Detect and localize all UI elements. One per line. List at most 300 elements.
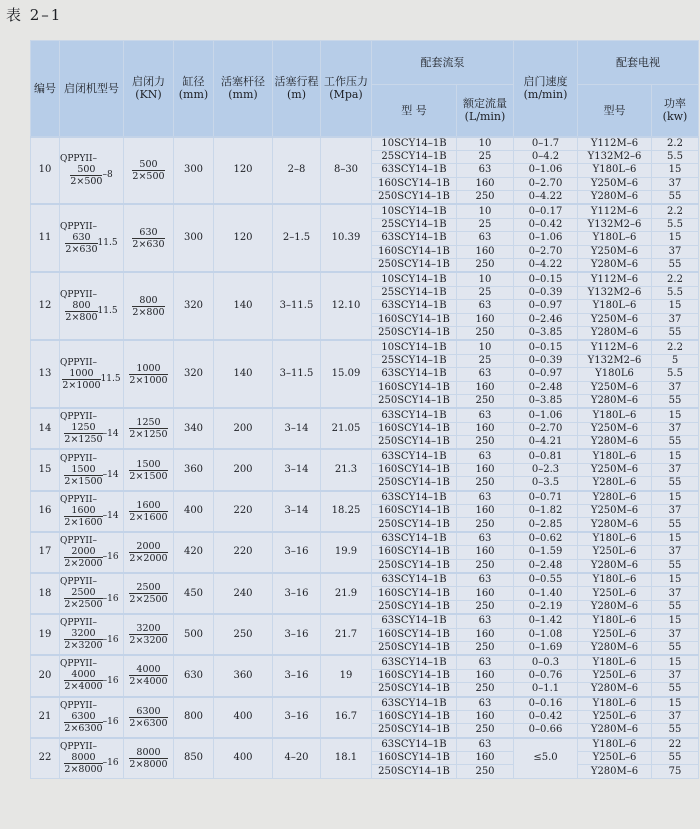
- model-numerator: 1600: [71, 504, 96, 516]
- speed-cell: 0–1.82: [514, 505, 578, 518]
- flow-cell: 160: [457, 245, 514, 258]
- pump-model-cell: 10SCY14–1B: [372, 204, 457, 218]
- motor-model-cell: Y250L–6: [578, 669, 652, 682]
- flow-cell: 63: [457, 738, 514, 752]
- header-rod: 活塞杆径(mm): [214, 41, 273, 137]
- power-cell: 37: [652, 710, 699, 723]
- row-number: 14: [31, 408, 60, 449]
- bore-cell: 300: [174, 137, 214, 205]
- stroke-cell: 4–20: [273, 738, 321, 779]
- power-cell: 55: [652, 518, 699, 532]
- model-label: [60, 701, 123, 734]
- speed-cell: 0–0.55: [514, 573, 578, 587]
- row-number: 13: [31, 340, 60, 408]
- pump-model-cell: 160SCY14–1B: [372, 546, 457, 559]
- force-denominator: 2×1250: [129, 429, 168, 441]
- flow-cell: 63: [457, 491, 514, 505]
- table-row: [31, 532, 699, 546]
- header-pressure: 工作压力(Mpa): [321, 41, 372, 137]
- model-denominator: 2×3200: [64, 640, 103, 652]
- flow-cell: 25: [457, 354, 514, 367]
- model-label: [60, 454, 123, 487]
- speed-cell: 0–2.48: [514, 559, 578, 573]
- flow-cell: 250: [457, 559, 514, 573]
- pump-model-cell: 250SCY14–1B: [372, 641, 457, 655]
- pump-model-cell: 160SCY14–1B: [372, 422, 457, 435]
- speed-cell: 0–0.62: [514, 532, 578, 546]
- flow-cell: 160: [457, 587, 514, 600]
- force-numerator: 630: [139, 226, 158, 238]
- flow-cell: 250: [457, 518, 514, 532]
- flow-cell: 63: [457, 300, 514, 313]
- flow-cell: 25: [457, 150, 514, 163]
- model-prefix: QPPYII–: [60, 412, 98, 423]
- pressure-cell: 19: [321, 655, 372, 696]
- pump-model-cell: 63SCY14–1B: [372, 232, 457, 245]
- pump-model-cell: 250SCY14–1B: [372, 559, 457, 573]
- power-cell: 55: [652, 259, 699, 273]
- pump-model-cell: 63SCY14–1B: [372, 614, 457, 628]
- table-caption: 表 2–1: [6, 6, 63, 24]
- motor-model-cell: Y180L–6: [578, 532, 652, 546]
- rod-cell: 200: [214, 408, 273, 449]
- pump-model-cell: 250SCY14–1B: [372, 724, 457, 738]
- power-cell: 37: [652, 422, 699, 435]
- speed-cell: 0–0.97: [514, 368, 578, 381]
- model-numerator: 800: [72, 299, 91, 311]
- flow-cell: 250: [457, 394, 514, 408]
- motor-model-cell: Y280M–6: [578, 600, 652, 614]
- force-fraction: [129, 363, 167, 386]
- header-motor-group: 配套电视: [578, 41, 699, 85]
- force-cell: [124, 697, 174, 738]
- speed-cell: 0–2.70: [514, 177, 578, 190]
- model-label: [60, 412, 123, 445]
- speed-cell: 0–0.15: [514, 272, 578, 286]
- model-prefix: QPPYII–: [60, 453, 98, 464]
- motor-model-cell: Y280M–6: [578, 518, 652, 532]
- flow-cell: 250: [457, 765, 514, 778]
- speed-cell: 0–3.5: [514, 477, 578, 491]
- model-denominator: 2×8000: [64, 763, 103, 775]
- rod-cell: 250: [214, 614, 273, 655]
- pump-model-cell: 250SCY14–1B: [372, 326, 457, 340]
- pump-model-cell: 250SCY14–1B: [372, 600, 457, 614]
- motor-model-cell: Y112M–6: [578, 340, 652, 354]
- speed-cell: 0–2.70: [514, 245, 578, 258]
- model-prefix: QPPYII–: [60, 153, 98, 164]
- force-denominator: 2×630: [132, 238, 165, 250]
- flow-cell: 250: [457, 477, 514, 491]
- header-pump-group: 配套流泵: [372, 41, 514, 85]
- force-numerator: 4000: [136, 664, 161, 676]
- power-cell: 55: [652, 641, 699, 655]
- pump-model-cell: 25SCY14–1B: [372, 286, 457, 299]
- force-fraction: [129, 747, 167, 770]
- table-row: [31, 340, 699, 354]
- header-no: 编号: [31, 41, 60, 137]
- motor-model-cell: Y280M–6: [578, 765, 652, 778]
- model-suffix: 11.5: [100, 374, 121, 385]
- force-numerator: 3200: [136, 623, 161, 635]
- flow-cell: 10: [457, 272, 514, 286]
- pump-model-cell: 250SCY14–1B: [372, 394, 457, 408]
- force-cell: [124, 204, 174, 272]
- force-numerator: 1000: [136, 362, 161, 374]
- table-row: [31, 491, 699, 505]
- stroke-cell: 3–16: [273, 614, 321, 655]
- speed-cell: 0–0.76: [514, 669, 578, 682]
- force-cell: [124, 655, 174, 696]
- model-cell: [60, 655, 124, 696]
- bore-cell: 320: [174, 272, 214, 340]
- model-prefix: QPPYII–: [60, 700, 98, 711]
- motor-model-cell: Y180L–6: [578, 232, 652, 245]
- power-cell: 37: [652, 313, 699, 326]
- power-cell: 37: [652, 463, 699, 476]
- bore-cell: 500: [174, 614, 214, 655]
- model-numerator: 1250: [71, 422, 96, 434]
- motor-model-cell: Y250M–6: [578, 381, 652, 394]
- model-label: [60, 495, 123, 528]
- force-cell: [124, 532, 174, 573]
- row-number: 11: [31, 204, 60, 272]
- header-force: 启闭力(KN): [124, 41, 174, 137]
- power-cell: 15: [652, 614, 699, 628]
- motor-model-cell: Y250M–6: [578, 422, 652, 435]
- bore-cell: 630: [174, 655, 214, 696]
- force-fraction: [129, 706, 167, 729]
- power-cell: 55: [652, 559, 699, 573]
- model-suffix: –14: [102, 428, 119, 439]
- pump-model-cell: 160SCY14–1B: [372, 177, 457, 190]
- model-fraction: [64, 422, 102, 445]
- flow-cell: 250: [457, 600, 514, 614]
- power-cell: 37: [652, 245, 699, 258]
- pump-model-cell: 250SCY14–1B: [372, 259, 457, 273]
- speed-cell: 0–0.81: [514, 449, 578, 463]
- model-numerator: 2500: [71, 587, 96, 599]
- model-denominator: 2×2000: [64, 557, 103, 569]
- force-fraction: [132, 159, 164, 182]
- speed-cell: 0–1.08: [514, 628, 578, 641]
- flow-cell: 63: [457, 614, 514, 628]
- force-denominator: 2×6300: [129, 717, 168, 729]
- speed-cell: 0–2.3: [514, 463, 578, 476]
- power-cell: 55: [652, 477, 699, 491]
- speed-cell: 0–2.48: [514, 381, 578, 394]
- power-cell: 5.5: [652, 368, 699, 381]
- flow-cell: 160: [457, 546, 514, 559]
- pump-model-cell: 63SCY14–1B: [372, 573, 457, 587]
- power-cell: 15: [652, 532, 699, 546]
- power-cell: 37: [652, 628, 699, 641]
- motor-model-cell: Y180L–6: [578, 449, 652, 463]
- model-numerator: 1500: [71, 463, 96, 475]
- pump-model-cell: 250SCY14–1B: [372, 477, 457, 491]
- header-power: 功率(kw): [652, 85, 699, 137]
- force-denominator: 2×1500: [129, 470, 168, 482]
- flow-cell: 250: [457, 683, 514, 697]
- model-denominator: 2×800: [65, 311, 98, 323]
- model-label: [60, 290, 123, 323]
- speed-cell: 0–1.06: [514, 232, 578, 245]
- power-cell: 2.2: [652, 137, 699, 151]
- motor-model-cell: Y250L–6: [578, 587, 652, 600]
- motor-model-cell: Y180L–6: [578, 614, 652, 628]
- force-denominator: 2×2500: [129, 594, 168, 606]
- flow-cell: 63: [457, 573, 514, 587]
- model-numerator: 4000: [71, 669, 96, 681]
- model-cell: [60, 340, 124, 408]
- table-row: [31, 137, 699, 151]
- force-fraction: [129, 500, 167, 523]
- power-cell: 15: [652, 697, 699, 711]
- motor-model-cell: Y280M–6: [578, 683, 652, 697]
- model-suffix: –16: [102, 552, 119, 563]
- pressure-cell: 16.7: [321, 697, 372, 738]
- pressure-cell: 21.05: [321, 408, 372, 449]
- force-denominator: 2×800: [132, 306, 165, 318]
- speed-cell: 0–4.22: [514, 259, 578, 273]
- force-numerator: 2500: [136, 582, 161, 594]
- flow-cell: 63: [457, 232, 514, 245]
- power-cell: 55: [652, 191, 699, 205]
- force-denominator: 2×4000: [129, 676, 168, 688]
- flow-cell: 10: [457, 340, 514, 354]
- model-label: [60, 577, 123, 610]
- power-cell: 37: [652, 177, 699, 190]
- flow-cell: 10: [457, 137, 514, 151]
- speed-cell: 0–3.85: [514, 394, 578, 408]
- model-suffix: 11.5: [97, 238, 118, 249]
- force-fraction: [129, 664, 167, 687]
- motor-model-cell: Y180L–6: [578, 300, 652, 313]
- model-fraction: [64, 464, 102, 487]
- flow-cell: 250: [457, 436, 514, 450]
- motor-model-cell: Y180L–6: [578, 697, 652, 711]
- force-fraction: [132, 227, 164, 250]
- table-row: [31, 204, 699, 218]
- model-cell: [60, 697, 124, 738]
- force-cell: [124, 738, 174, 779]
- stroke-cell: 3–11.5: [273, 272, 321, 340]
- motor-model-cell: Y132M2–6: [578, 150, 652, 163]
- force-numerator: 800: [139, 294, 158, 306]
- speed-cell: 0–2.70: [514, 422, 578, 435]
- motor-model-cell: Y250M–6: [578, 463, 652, 476]
- motor-model-cell: Y280M–6: [578, 724, 652, 738]
- motor-model-cell: Y180L–6: [578, 573, 652, 587]
- pump-model-cell: 250SCY14–1B: [372, 683, 457, 697]
- flow-cell: 25: [457, 286, 514, 299]
- stroke-cell: 3–14: [273, 408, 321, 449]
- flow-cell: 250: [457, 641, 514, 655]
- motor-model-cell: Y280L–6: [578, 491, 652, 505]
- power-cell: 5.5: [652, 150, 699, 163]
- flow-cell: 63: [457, 408, 514, 422]
- speed-cell: 0–1.7: [514, 137, 578, 151]
- speed-cell: 0–1.42: [514, 614, 578, 628]
- model-cell: [60, 573, 124, 614]
- flow-cell: 160: [457, 710, 514, 723]
- model-cell: [60, 449, 124, 490]
- force-cell: [124, 614, 174, 655]
- force-denominator: 2×3200: [129, 635, 168, 647]
- pump-model-cell: 63SCY14–1B: [372, 368, 457, 381]
- speed-cell: 0–2.19: [514, 600, 578, 614]
- flow-cell: 63: [457, 532, 514, 546]
- bore-cell: 850: [174, 738, 214, 779]
- header-motor-model: 型号: [578, 85, 652, 137]
- motor-model-cell: Y250M–6: [578, 245, 652, 258]
- model-fraction: [70, 164, 102, 187]
- power-cell: 15: [652, 408, 699, 422]
- power-cell: 15: [652, 491, 699, 505]
- power-cell: 5.5: [652, 286, 699, 299]
- force-numerator: 8000: [136, 746, 161, 758]
- speed-cell: 0–2.46: [514, 313, 578, 326]
- header-pump-model: 型 号: [372, 85, 457, 137]
- model-fraction: [64, 587, 102, 610]
- force-numerator: 2000: [136, 540, 161, 552]
- row-number: 22: [31, 738, 60, 779]
- flow-cell: 250: [457, 326, 514, 340]
- speed-cell: 0–1.69: [514, 641, 578, 655]
- speed-cell: 0–0.15: [514, 340, 578, 354]
- motor-model-cell: Y180L–6: [578, 164, 652, 177]
- power-cell: 55: [652, 326, 699, 340]
- stroke-cell: 2–1.5: [273, 204, 321, 272]
- power-cell: 55: [652, 683, 699, 697]
- flow-cell: 63: [457, 449, 514, 463]
- power-cell: 37: [652, 546, 699, 559]
- model-cell: [60, 408, 124, 449]
- stroke-cell: 3–14: [273, 449, 321, 490]
- model-label: [60, 358, 123, 391]
- power-cell: 5: [652, 354, 699, 367]
- force-fraction: [129, 541, 167, 564]
- model-suffix: –8: [102, 170, 113, 181]
- force-cell: [124, 449, 174, 490]
- header-model: 启闭机型号: [60, 41, 124, 137]
- rod-cell: 400: [214, 738, 273, 779]
- force-cell: [124, 408, 174, 449]
- model-numerator: 6300: [71, 710, 96, 722]
- pump-model-cell: 160SCY14–1B: [372, 313, 457, 326]
- power-cell: 55: [652, 394, 699, 408]
- motor-model-cell: Y280M–6: [578, 326, 652, 340]
- power-cell: 5.5: [652, 218, 699, 231]
- model-prefix: QPPYII–: [60, 535, 98, 546]
- pump-model-cell: 63SCY14–1B: [372, 408, 457, 422]
- pressure-cell: 12.10: [321, 272, 372, 340]
- power-cell: 55: [652, 436, 699, 450]
- model-label: [60, 742, 123, 775]
- model-fraction: [64, 752, 102, 775]
- speed-cell: 0–3.85: [514, 326, 578, 340]
- model-fraction: [64, 546, 102, 569]
- header-speed: 启门速度(m/min): [514, 41, 578, 137]
- header-flow: 额定流量(L/min): [457, 85, 514, 137]
- pressure-cell: 21.9: [321, 573, 372, 614]
- motor-model-cell: Y280M–6: [578, 436, 652, 450]
- pump-model-cell: 63SCY14–1B: [372, 738, 457, 752]
- bore-cell: 400: [174, 491, 214, 532]
- model-label: [60, 222, 123, 255]
- pump-model-cell: 63SCY14–1B: [372, 532, 457, 546]
- pump-model-cell: 63SCY14–1B: [372, 164, 457, 177]
- model-suffix: –16: [102, 717, 119, 728]
- model-fraction: [64, 669, 102, 692]
- flow-cell: 250: [457, 191, 514, 205]
- power-cell: 2.2: [652, 272, 699, 286]
- model-prefix: QPPYII–: [60, 289, 98, 300]
- model-suffix: –16: [102, 758, 119, 769]
- model-prefix: QPPYII–: [60, 618, 98, 629]
- model-prefix: QPPYII–: [60, 577, 98, 588]
- power-cell: 55: [652, 724, 699, 738]
- stroke-cell: 3–16: [273, 655, 321, 696]
- model-denominator: 2×1600: [64, 516, 103, 528]
- specs-table-body: [31, 137, 699, 779]
- model-denominator: 2×500: [70, 175, 103, 187]
- pump-model-cell: 160SCY14–1B: [372, 587, 457, 600]
- model-numerator: 1000: [69, 367, 94, 379]
- speed-cell: 0–1.59: [514, 546, 578, 559]
- force-cell: [124, 272, 174, 340]
- stroke-cell: 3–16: [273, 532, 321, 573]
- motor-model-cell: Y180L–6: [578, 655, 652, 669]
- table-row: [31, 655, 699, 669]
- power-cell: 37: [652, 505, 699, 518]
- model-fraction: [64, 711, 102, 734]
- flow-cell: 160: [457, 177, 514, 190]
- row-number: 12: [31, 272, 60, 340]
- flow-cell: 25: [457, 218, 514, 231]
- pump-model-cell: 160SCY14–1B: [372, 463, 457, 476]
- power-cell: 55: [652, 600, 699, 614]
- model-prefix: QPPYII–: [60, 659, 98, 670]
- speed-cell: 0–1.06: [514, 408, 578, 422]
- motor-model-cell: Y250L–6: [578, 752, 652, 765]
- flow-cell: 63: [457, 164, 514, 177]
- pump-model-cell: 25SCY14–1B: [372, 150, 457, 163]
- model-suffix: 11.5: [97, 306, 118, 317]
- pump-model-cell: 160SCY14–1B: [372, 505, 457, 518]
- model-denominator: 2×4000: [64, 681, 103, 693]
- flow-cell: 160: [457, 669, 514, 682]
- motor-model-cell: Y250M–6: [578, 313, 652, 326]
- force-fraction: [129, 459, 167, 482]
- specs-table: [30, 40, 699, 779]
- model-denominator: 2×1500: [64, 475, 103, 487]
- power-cell: 55: [652, 752, 699, 765]
- power-cell: 37: [652, 587, 699, 600]
- speed-cell: 0–0.39: [514, 286, 578, 299]
- force-numerator: 1250: [136, 417, 161, 429]
- pump-model-cell: 160SCY14–1B: [372, 669, 457, 682]
- speed-cell: 0–4.21: [514, 436, 578, 450]
- model-cell: [60, 532, 124, 573]
- model-denominator: 2×2500: [64, 599, 103, 611]
- force-numerator: 1500: [136, 458, 161, 470]
- bore-cell: 340: [174, 408, 214, 449]
- model-numerator: 2000: [71, 545, 96, 557]
- pressure-cell: 21.3: [321, 449, 372, 490]
- model-label: [60, 154, 123, 187]
- model-numerator: 500: [77, 163, 96, 175]
